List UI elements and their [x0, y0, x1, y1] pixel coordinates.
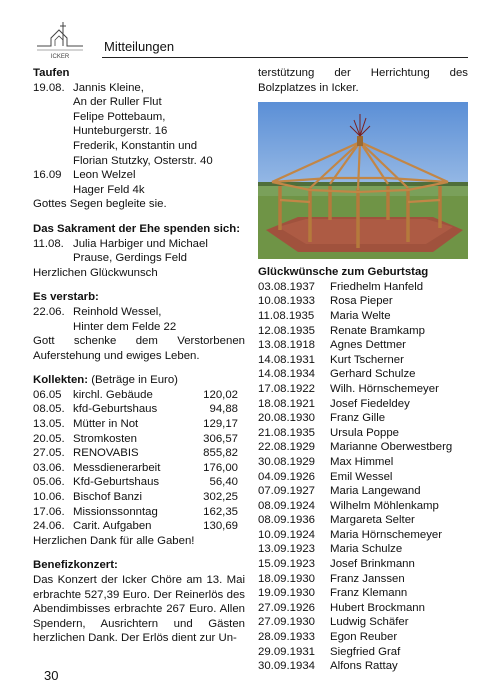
- entry-line: Leon Welzel: [73, 169, 136, 182]
- geburtstag-heading: Glückwünsche zum Geburtstag: [258, 266, 429, 279]
- birthday-name: Maria Langewand: [330, 485, 421, 498]
- kollekte-amount: 56,40: [209, 476, 238, 489]
- kollekte-row: [33, 475, 245, 490]
- kollekte-row: [33, 432, 245, 447]
- kollekte-row: [33, 461, 245, 476]
- birthday-row: [258, 615, 468, 630]
- entry-line: Reinhold Wessel,: [73, 305, 162, 318]
- kollekte-amount: 94,88: [209, 403, 238, 416]
- birthday-row: [258, 572, 468, 587]
- entry-date: 11.08.: [33, 237, 64, 250]
- birthday-row: [258, 353, 468, 368]
- ehe-closing: Herzlichen Glückwunsch: [33, 266, 158, 279]
- birthday-name: Gerhard Schulze: [330, 368, 416, 381]
- kollekte-amount: 176,00: [203, 461, 238, 474]
- birthday-name: Wilh. Hörnschemeyer: [330, 382, 439, 395]
- birthday-date: 19.09.1930: [258, 587, 316, 600]
- right-column: [258, 66, 468, 674]
- kollekte-purpose: kirchl. Gebäude: [73, 388, 153, 401]
- birthday-name: Ursula Poppe: [330, 426, 400, 439]
- kollekte-amount: 130,69: [203, 520, 238, 533]
- birthday-row: [258, 601, 468, 616]
- kollekte-amount: 306,57: [203, 432, 238, 445]
- birthday-row: [258, 280, 468, 295]
- kollekte-date: 10.06.: [33, 491, 65, 504]
- birthday-date: 14.08.1931: [258, 353, 316, 366]
- konzert-heading: Benefizkonzert:: [33, 559, 118, 572]
- birthday-name: Alfons Rattay: [330, 660, 398, 673]
- entry-line: Florian Stutzky, Osterstr. 40: [73, 154, 213, 167]
- kollekte-amount: 129,17: [203, 418, 238, 431]
- birthday-date: 08.09.1936: [258, 514, 316, 527]
- entry-date: 19.08.: [33, 81, 65, 94]
- birthday-date: 13.09.1923: [258, 543, 316, 556]
- verstarb-closing: Gott schenke dem Verstorbenen Auferstehung und ewiges Leben.: [33, 335, 245, 362]
- birthday-name: Franz Gille: [330, 412, 386, 425]
- birthday-row: [258, 630, 468, 645]
- birthday-date: 27.09.1930: [258, 616, 316, 629]
- birthday-name: Josef Brinkmann: [330, 558, 415, 571]
- kollekten-closing: Herzlichen Dank für alle Gaben!: [33, 534, 195, 547]
- birthday-row: [258, 324, 468, 339]
- kollekten-table: [33, 388, 245, 534]
- birthday-row: [258, 455, 468, 470]
- birthday-date: 28.09.1933: [258, 631, 316, 644]
- kollekte-date: 03.06.: [33, 461, 65, 474]
- kollekte-amount: 855,82: [203, 447, 238, 460]
- birthday-name: Ludwig Schäfer: [330, 616, 409, 629]
- birthday-name: Franz Klemann: [330, 587, 408, 600]
- birthday-date: 20.08.1930: [258, 412, 316, 425]
- birthday-row: [258, 542, 468, 557]
- kollekte-row: [33, 402, 245, 417]
- birthday-name: Marianne Oberwestberg: [330, 441, 453, 454]
- kollekte-row: [33, 417, 245, 432]
- kollekte-purpose: Kfd-Geburtshaus: [73, 476, 160, 489]
- konzert-text: Das Konzert der Icker Chöre am 13. Mai erbrachte 527,39 Euro. Der Reinerlös des Abendimbisses erbrachte 267 Euro. Allen Spendern, Ausrichtern und Gästen herzlichen Dank. Der Erlös dient zur Un-: [33, 574, 245, 645]
- birthday-name: Emil Wessel: [330, 470, 393, 483]
- birthday-date: 30.08.1929: [258, 455, 316, 468]
- kollekte-purpose: Carit. Aufgaben: [73, 520, 152, 533]
- birthday-date: 29.09.1931: [258, 645, 316, 658]
- kollekte-date: 05.06.: [33, 476, 65, 489]
- ehe-heading: Das Sakrament der Ehe spenden sich:: [33, 222, 241, 235]
- entry-date: 16.09: [33, 169, 62, 182]
- birthday-date: 21.08.1935: [258, 426, 316, 439]
- entry-line: Frederik, Konstantin und: [73, 139, 198, 152]
- birthday-date: 08.09.1924: [258, 499, 316, 512]
- entry-line: Felipe Pottebaum,: [73, 110, 166, 123]
- birthday-name: Maria Hörnschemeyer: [330, 528, 443, 541]
- kollekte-purpose: Bischof Banzi: [73, 491, 143, 504]
- birthday-date: 10.08.1933: [258, 295, 316, 308]
- entry-line: Julia Harbiger und Michael: [73, 237, 208, 250]
- birthday-name: Friedhelm Hanfeld: [330, 280, 424, 293]
- birthday-row: [258, 426, 468, 441]
- kollekte-purpose: RENOVABIS: [73, 447, 139, 460]
- konzert-text-continued: terstützung der Herrichtung des Bolzplatzes in Icker.: [258, 67, 468, 94]
- taufen-closing: Gottes Segen begleite sie.: [33, 198, 167, 211]
- kollekte-purpose: kfd-Geburtshaus: [73, 403, 158, 416]
- kollekte-date: 08.05.: [33, 403, 65, 416]
- kollekte-purpose: Missionssonntag: [73, 505, 158, 518]
- kollekte-row: [33, 505, 245, 520]
- birthday-date: 07.09.1927: [258, 485, 316, 498]
- birthday-row: [258, 338, 468, 353]
- kollekte-date: 20.05.: [33, 432, 65, 445]
- birthday-row: [258, 440, 468, 455]
- birthday-row: [258, 513, 468, 528]
- birthday-date: 11.08.1935: [258, 309, 315, 322]
- birthday-name: Renate Bramkamp: [330, 324, 425, 337]
- kollekte-row: [33, 490, 245, 505]
- birthday-date: 13.08.1918: [258, 339, 316, 352]
- birthday-name: Kurt Tscherner: [330, 353, 404, 366]
- verstarb-heading: Es verstarb:: [33, 291, 99, 304]
- kollekte-row: [33, 519, 245, 534]
- kollekte-date: 17.06.: [33, 505, 65, 518]
- birthday-row: [258, 309, 468, 324]
- birthday-date: 15.09.1923: [258, 558, 316, 571]
- page-number: 30: [44, 668, 59, 683]
- kollekte-date: 13.05.: [33, 418, 65, 431]
- birthday-row: [258, 411, 468, 426]
- birthday-row: [258, 484, 468, 499]
- birthday-row: [258, 499, 468, 514]
- entry-line: Hunteburgerstr. 16: [73, 125, 168, 138]
- birthday-name: Maria Schulze: [330, 543, 403, 556]
- entry-line: Hager Feld 4k: [73, 183, 145, 196]
- kollekten-heading-line: [33, 373, 245, 388]
- birthday-row: [258, 470, 468, 485]
- kollekte-purpose: Mütter in Not: [73, 418, 139, 431]
- entry-date: 22.06.: [33, 305, 65, 318]
- kollekte-date: 06.05: [33, 388, 62, 401]
- birthday-date: 18.08.1921: [258, 397, 316, 410]
- birthday-row: [258, 367, 468, 382]
- kollekte-amount: 162,35: [203, 505, 238, 518]
- birthday-row: [258, 586, 468, 601]
- birthday-date: 27.09.1926: [258, 601, 316, 614]
- kollekten-heading: Kollekten:: [33, 374, 89, 387]
- entry-line: An der Ruller Flut: [73, 96, 162, 109]
- birthday-row: [258, 382, 468, 397]
- birthday-row: [258, 645, 468, 660]
- birthday-row: [258, 528, 468, 543]
- birthday-name: Rosa Pieper: [330, 295, 393, 308]
- entry-line: Hinter dem Felde 22: [73, 320, 177, 333]
- kollekte-row: [33, 446, 245, 461]
- birthday-name: Siegfried Graf: [330, 645, 401, 658]
- birthday-date: 03.08.1937: [258, 280, 316, 293]
- parish-logo: [33, 20, 87, 60]
- kollekte-amount: 302,25: [203, 491, 238, 504]
- birthday-name: Margareta Selter: [330, 514, 415, 527]
- birthday-date: 30.09.1934: [258, 660, 316, 673]
- kollekten-note: (Beträge in Euro): [88, 374, 178, 387]
- birthday-date: 17.08.1922: [258, 382, 316, 395]
- kollekte-date: 27.05.: [33, 447, 65, 460]
- taufen-heading: Taufen: [33, 67, 70, 79]
- birthday-name: Max Himmel: [330, 455, 394, 468]
- birthday-name: Wilhelm Möhlenkamp: [330, 499, 439, 512]
- birthday-row: [258, 557, 468, 572]
- birthday-date: 10.09.1924: [258, 528, 316, 541]
- logo-text: ICKER: [50, 54, 70, 60]
- birthday-name: Hubert Brockmann: [330, 601, 425, 614]
- page-title: Mitteilungen: [104, 39, 175, 54]
- birthday-list: [258, 280, 468, 674]
- birthday-name: Franz Janssen: [330, 572, 405, 585]
- kollekte-purpose: Messdienerarbeit: [73, 461, 161, 474]
- birthday-name: Maria Welte: [330, 309, 391, 322]
- gazebo-photo: [258, 102, 468, 259]
- kollekte-date: 24.06.: [33, 520, 65, 533]
- birthday-name: Egon Reuber: [330, 631, 398, 644]
- entry-line: Prause, Gerdings Feld: [73, 252, 187, 265]
- birthday-date: 18.09.1930: [258, 572, 316, 585]
- left-column: [33, 66, 245, 646]
- birthday-name: Agnes Dettmer: [330, 339, 406, 352]
- birthday-row: [258, 659, 468, 674]
- entry-line: Jannis Kleine,: [73, 81, 144, 94]
- birthday-row: [258, 397, 468, 412]
- birthday-date: 12.08.1935: [258, 324, 316, 337]
- birthday-name: Josef Fiedeldey: [330, 397, 410, 410]
- kollekte-purpose: Stromkosten: [73, 432, 137, 445]
- kollekte-amount: 120,02: [203, 388, 238, 401]
- birthday-date: 14.08.1934: [258, 368, 316, 381]
- birthday-row: [258, 294, 468, 309]
- birthday-date: 22.08.1929: [258, 441, 316, 454]
- header-divider: [102, 57, 468, 58]
- kollekte-row: [33, 388, 245, 403]
- birthday-date: 04.09.1926: [258, 470, 316, 483]
